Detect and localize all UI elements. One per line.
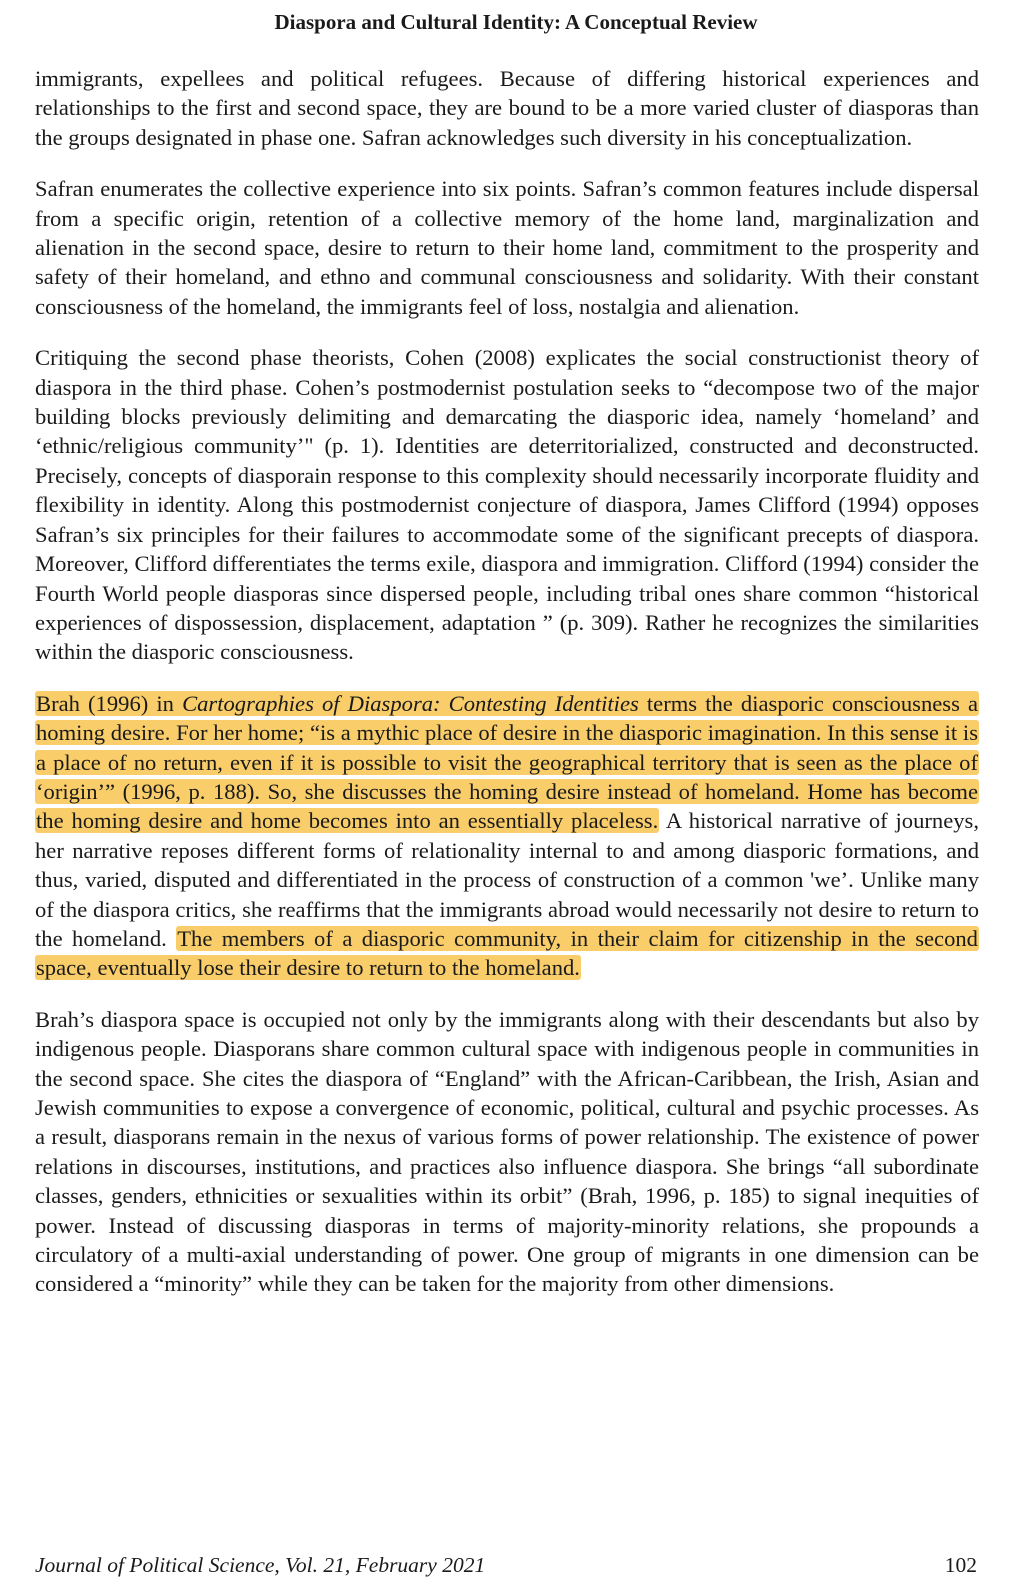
paragraph-3: Critiquing the second phase theorists, Cohen (2008) explicates the social constructionist theory of diaspora in the third phase. Cohen’s postmodernist postulation seeks to “decompose two of the major building blocks previously delimiting and demarcating the diasporic idea, namely ‘homeland’ and ‘ethnic/religious community’" (p. 1). Identities are deterritorialized, constructed and deconstructed. Precisely, concepts of diasporain response to this complexity should necessarily incorporate fluidity and flexibility in identity. Along this postmodernist conjecture of diaspora, James Clifford (1994) opposes Safran’s six principles for their failures to accommodate some of the significant precepts of diaspora. Moreover, Clifford differentiates the terms exile, diaspora and immigration. Clifford (1994) consider the Fourth World people diasporas since dispersed people, including tribal ones share common “historical experiences of dispossession, displacement, adaptation ” (p. 309). Rather he recognizes the similarities within the diasporic consciousness.: [35, 345, 979, 665]
paragraph-1: immigrants, expellees and political refugees. Because of differing historical experiences and relationships to the first and second space, they are bound to be a more varied cluster of diasporas than the groups designated in phase one. Safran acknowledges such diversity in his conceptualization.: [35, 66, 979, 150]
highlight-1-lead: Brah (1996) in: [36, 690, 183, 716]
running-title: Diaspora and Cultural Identity: A Conceptual Review: [274, 10, 758, 34]
paragraph-4: [35, 689, 979, 983]
unhighlighted-text: A historical narrative of journeys, her narrative reposes different forms of relationality internal to and among diasporic formations, and thus, varied, disputed and differentiated in the process of construction of a common 'we’. Unlike many of the diaspora critics, she reaffirms that the immigrants abroad would necessarily not desire to return to the homeland.: [35, 808, 979, 951]
page-number: 102: [944, 1553, 977, 1577]
paragraph-5: Brah’s diaspora space is occupied not only by the immigrants along with their descendants but also by indigenous people. Diasporans share common cultural space with indigenous people in communities in the second space. She cites the diaspora of “England” with the African-Caribbean, the Irish, Asian and Jewish communities to expose a convergence of economic, political, cultural and psychic processes. As a result, diasporans remain in the nexus of various forms of power relationship. The existence of power relations in discourses, institutions, and practices also influence diaspora. She brings “all subordinate classes, genders, ethnicities or sexualities within its orbit” (Brah, 1996, p. 185) to signal inequities of power. Instead of discussing diasporas in terms of majority-minority relations, she propounds a circulatory of a multi-axial understanding of power. One group of migrants in one dimension can be considered a “minority” while they can be taken for the majority from other dimensions.: [35, 1006, 979, 1297]
highlight-2: The members of a diasporic community, in their claim for citizenship in the second space, eventually lose their desire to return to the homeland.: [36, 925, 978, 981]
book-title: Cartographies of Diaspora: Contesting Identities: [182, 690, 639, 716]
paragraph-2: Safran enumerates the collective experience into six points. Safran’s common features include dispersal from a specific origin, retention of a collective memory of the home land, marginalization and alienation in the second space, desire to return to their home land, commitment to the prosperity and safety of their homeland, and ethno and communal consciousness and solidarity. With their constant consciousness of the homeland, the immigrants feel of loss, nostalgia and alienation.: [35, 176, 979, 319]
article-body: [35, 64, 979, 1321]
highlight-1-rest: terms the diasporic consciousness a homing desire. For her home; “is a mythic place of desire in the diasporic imagination. In this sense it is a place of no return, even if it is possible to visit the geographical territory that is seen as the place of ‘origin’” (1996, p. 188). So, she discusses the homing desire instead of homeland. Home has become the homing desire and home becomes into an essentially placeless.: [36, 690, 978, 834]
journal-citation: Journal of Political Science, Vol. 21, February 2021: [35, 1553, 486, 1577]
